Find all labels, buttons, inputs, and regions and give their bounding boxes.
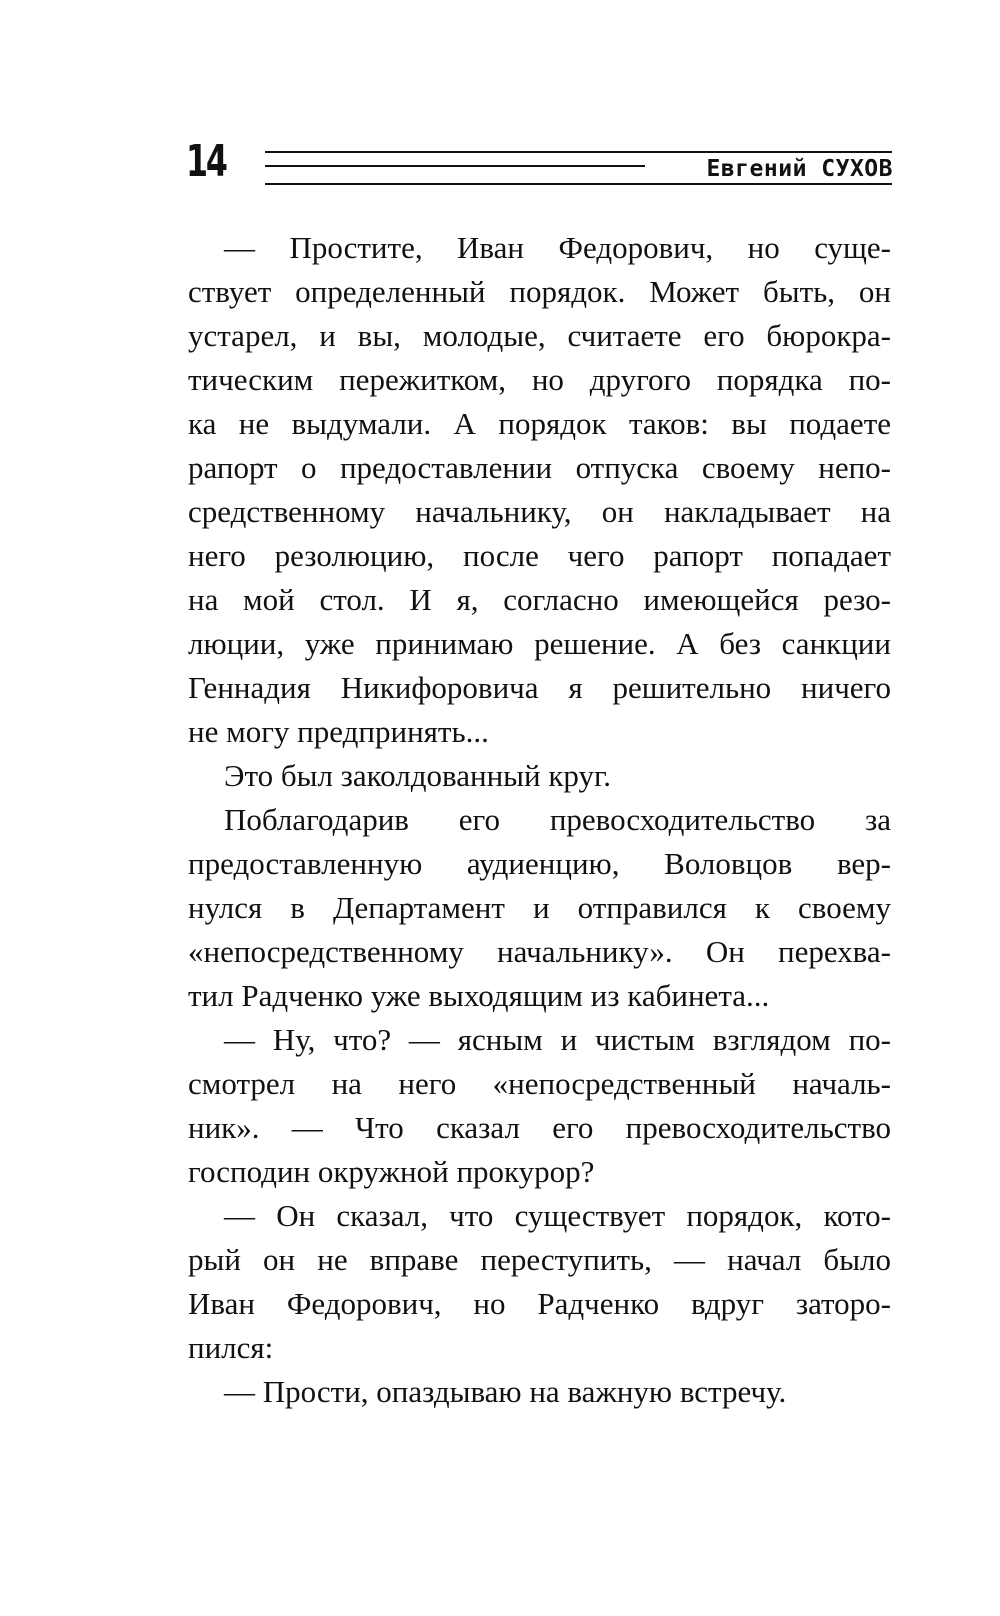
text-line: смотрел на него «непосредственный началь- xyxy=(188,1066,891,1101)
header-rule xyxy=(265,151,892,153)
text-line: средственному начальнику, он накладывает на xyxy=(188,494,891,529)
header-rule xyxy=(265,165,645,167)
page-number: 14 xyxy=(186,136,226,187)
text-line: него резолюцию, после чего рапорт попадает xyxy=(188,538,891,573)
text-line: — Прости, опаздываю на важную встречу. xyxy=(224,1374,787,1409)
text-line: пился: xyxy=(188,1330,274,1365)
text-line: «непосредственному начальнику». Он перехва- xyxy=(188,934,891,969)
text-line: ка не выдумали. А порядок таков: вы подаете xyxy=(188,406,891,441)
text-line: рый он не вправе переступить, — начал было xyxy=(188,1242,891,1277)
text-line: люции, уже принимаю решение. А без санкции xyxy=(188,626,891,661)
text-line: предоставленную аудиенцию, Воловцов вер- xyxy=(188,846,891,881)
text-line: Это был заколдованный круг. xyxy=(224,758,611,793)
text-line: тил Радченко уже выходящим из кабинета... xyxy=(188,978,770,1013)
text-line: Геннадия Никифоровича я решительно ничего xyxy=(188,670,891,705)
text-line: на мой стол. И я, согласно имеющейся резо- xyxy=(188,582,891,617)
text-line: рапорт о предоставлении отпуска своему непо- xyxy=(188,450,891,485)
header-rule xyxy=(265,183,892,185)
text-line: ствует определенный порядок. Может быть, он xyxy=(188,274,891,309)
text-line: — Простите, Иван Федорович, но суще- xyxy=(224,230,891,265)
text-line: не могу предпринять... xyxy=(188,714,489,749)
text-line: Иван Федорович, но Радченко вдруг заторо- xyxy=(188,1286,891,1321)
text-line: — Он сказал, что существует порядок, кото- xyxy=(224,1198,891,1233)
running-head-author: Евгений СУХОВ xyxy=(706,156,893,182)
body-text xyxy=(188,226,891,1414)
text-line: ник». — Что сказал его превосходительство xyxy=(188,1110,891,1145)
text-line: устарел, и вы, молодые, считаете его бюрокра- xyxy=(188,318,891,353)
text-line: нулся в Департамент и отправился к своему xyxy=(188,890,891,925)
text-line: тическим пережитком, но другого порядка по- xyxy=(188,362,891,397)
text-line: Поблагодарив его превосходительство за xyxy=(224,802,891,837)
text-line: — Ну, что? — ясным и чистым взглядом по- xyxy=(224,1022,891,1057)
text-line: господин окружной прокурор? xyxy=(188,1154,595,1189)
